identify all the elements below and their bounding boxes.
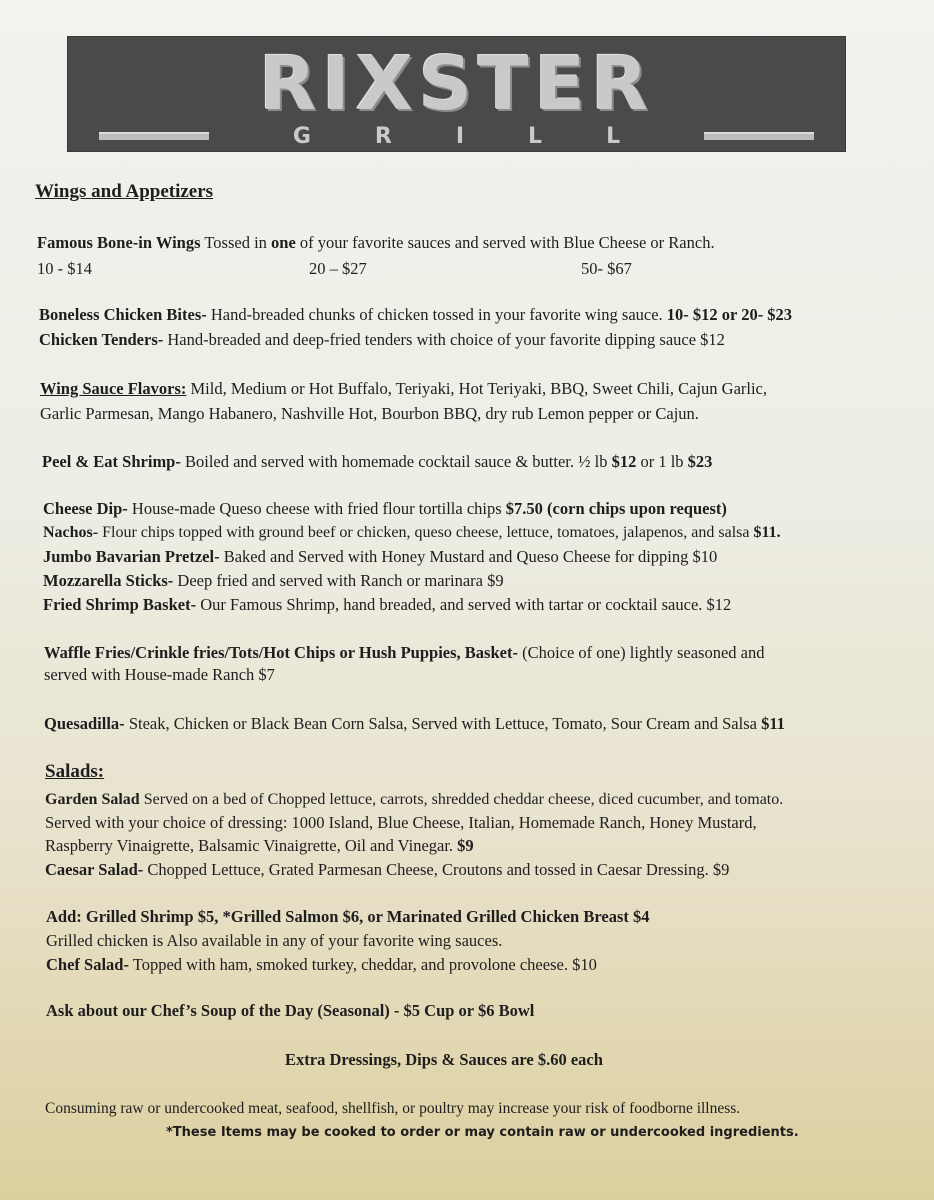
garden-desc-3: Raspberry Vinaigrette, Balsamic Vinaigrette, Oil and Vinegar.: [45, 836, 458, 855]
cheese-dip-name: Cheese Dip-: [43, 499, 128, 518]
rixster-grill-logo: [67, 36, 846, 152]
mozz-line: [43, 571, 504, 591]
section-title-salads: Salads:: [45, 761, 105, 782]
section-title-wings: Wings and Appetizers: [35, 181, 214, 202]
boneless-desc: Hand-breaded chunks of chicken tossed in your favorite wing sauce.: [206, 305, 667, 324]
fried-shrimp-name: Fried Shrimp Basket-: [43, 595, 197, 614]
garden-price: $9: [457, 836, 474, 855]
pretzel-desc: Baked and Served with Honey Mustard and Queso Cheese for dipping $10: [219, 547, 718, 566]
flavors-line-2: Garlic Parmesan, Mango Habanero, Nashville Hot, Bourbon BBQ, dry rub Lemon pepper or Cajun.: [40, 404, 699, 423]
fried-shrimp-line: [43, 595, 731, 615]
fried-shrimp-desc: Our Famous Shrimp, hand breaded, and served with tartar or cocktail sauce. $12: [196, 595, 732, 614]
shrimp-or: or 1 lb: [636, 452, 688, 471]
logo-sub: [67, 124, 846, 148]
fries-desc-1: (Choice of one) lightly seasoned and: [517, 643, 765, 662]
cheese-dip-line: [43, 499, 727, 519]
mozz-desc: Deep fried and served with Ranch or marinara $9: [173, 571, 504, 590]
quesadilla-price: $11: [761, 714, 785, 733]
garden-name: Garden Salad: [45, 791, 140, 808]
boneless-line: [39, 305, 792, 325]
nachos-name: Nachos-: [43, 524, 99, 541]
logo-sub-text: GRILL: [292, 123, 685, 149]
garden-line-1: [45, 790, 783, 810]
famous-wings-desc-a: Tossed in: [200, 233, 272, 252]
boneless-price: 10- $12 or 20- $23: [666, 305, 793, 324]
flavors-label: Wing Sauce Flavors:: [40, 379, 187, 398]
fries-name: Waffle Fries/Crinkle fries/Tots/Hot Chips or Hush Puppies, Basket-: [44, 643, 518, 662]
famous-wings-one: one: [271, 233, 296, 252]
extras-line: Extra Dressings, Dips & Sauces are $.60 each: [285, 1050, 603, 1069]
add-protein-note: Grilled chicken is Also available in any of your favorite wing sauces.: [46, 931, 503, 950]
chef-salad-line: [46, 955, 597, 975]
pretzel-line: [43, 547, 717, 567]
cheese-dip-desc: House-made Queso cheese with fried flour tortilla chips: [127, 499, 506, 518]
soup-line: Ask about our Chef’s Soup of the Day (Seasonal) - $5 Cup or $6 Bowl: [46, 1001, 535, 1020]
shrimp-desc: Boiled and served with homemade cocktail sauce & butter. ½ lb: [180, 452, 612, 471]
famous-wings-desc-b: of your favorite sauces and served with Blue Cheese or Ranch.: [295, 233, 715, 252]
tenders-desc: Hand-breaded and deep-fried tenders with choice of your favorite dipping sauce $12: [163, 330, 725, 349]
logo-bar-right: [704, 132, 814, 140]
mozz-name: Mozzarella Sticks-: [43, 571, 174, 590]
caesar-name: Caesar Salad-: [45, 860, 144, 879]
shrimp-line: [42, 452, 712, 472]
cheese-dip-price: $7.50 (corn chips upon request): [505, 499, 727, 518]
famous-wings-name: Famous Bone-in Wings: [37, 233, 201, 252]
nachos-price: $11.: [753, 524, 781, 541]
boneless-name: Boneless Chicken Bites-: [39, 305, 207, 324]
quesadilla-name: Quesadilla-: [44, 714, 125, 733]
chef-salad-desc: Topped with ham, smoked turkey, cheddar, and provolone cheese. $10: [128, 955, 597, 974]
logo-bar-left: [99, 132, 209, 140]
chef-salad-name: Chef Salad-: [46, 955, 129, 974]
garden-desc-1: Served on a bed of Chopped lettuce, carrots, shredded cheddar cheese, diced cucumber, and tomato.: [139, 791, 784, 808]
quesadilla-desc: Steak, Chicken or Black Bean Corn Salsa, Served with Lettuce, Tomato, Sour Cream and Salsa: [124, 714, 762, 733]
tenders-line: [39, 330, 725, 350]
disclaimer-line: Consuming raw or undercooked meat, seafood, shellfish, or poultry may increase your risk of foodborne illness.: [45, 1100, 741, 1117]
garden-line-2: Served with your choice of dressing: 1000 Island, Blue Cheese, Italian, Homemade Ranch, Honey Mustard,: [45, 813, 757, 832]
shrimp-price-half: $12: [611, 452, 637, 471]
shrimp-name: Peel & Eat Shrimp-: [42, 452, 181, 471]
famous-wings-price-50: 50- $67: [581, 259, 632, 278]
nachos-line: [43, 523, 781, 543]
footnote-line: *These Items may be cooked to order or may contain raw or undercooked ingredients.: [166, 1125, 799, 1140]
tenders-name: Chicken Tenders-: [39, 330, 164, 349]
fries-line-1: [44, 643, 764, 663]
quesadilla-line: [44, 714, 785, 734]
caesar-desc: Chopped Lettuce, Grated Parmesan Cheese, Croutons and tossed in Caesar Dressing. $9: [143, 860, 730, 879]
logo-word: RIXSTER: [259, 41, 654, 127]
famous-wings-price-20: 20 – $27: [309, 259, 367, 278]
caesar-line: [45, 860, 729, 880]
add-protein-line: Add: Grilled Shrimp $5, *Grilled Salmon $6, or Marinated Grilled Chicken Breast $4: [46, 907, 650, 926]
famous-wings-line: [37, 233, 715, 253]
flavors-text-1: Mild, Medium or Hot Buffalo, Teriyaki, Hot Teriyaki, BBQ, Sweet Chili, Cajun Garlic,: [186, 379, 768, 398]
nachos-desc: Flour chips topped with ground beef or chicken, queso cheese, lettuce, tomatoes, jalapenos, and salsa: [98, 524, 754, 541]
fries-line-2: served with House-made Ranch $7: [44, 665, 275, 684]
shrimp-price-lb: $23: [687, 452, 713, 471]
famous-wings-price-10: 10 - $14: [37, 259, 92, 278]
flavors-line-1: [40, 379, 767, 399]
pretzel-name: Jumbo Bavarian Pretzel-: [43, 547, 220, 566]
garden-line-3: [45, 836, 474, 856]
